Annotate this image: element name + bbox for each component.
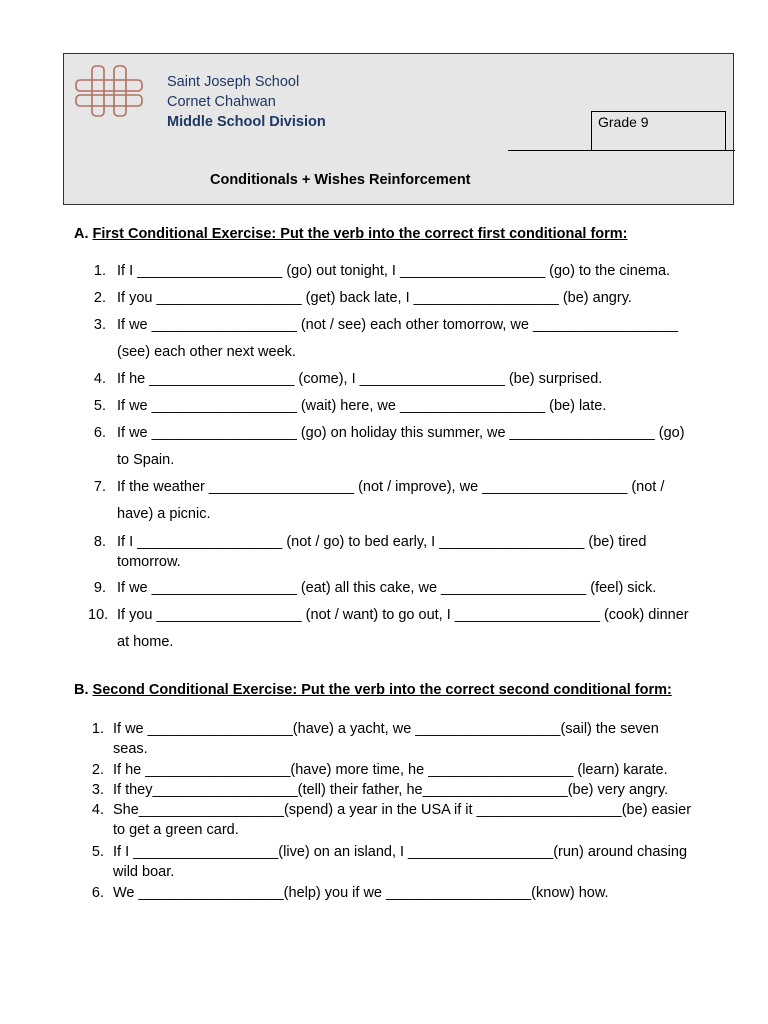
school-logo-icon xyxy=(74,62,146,125)
school-name: Saint Joseph School xyxy=(167,74,300,90)
section-b-letter: B. xyxy=(74,682,89,698)
section-a-letter: A. xyxy=(74,226,89,242)
grade-box: Grade 9 xyxy=(591,111,726,150)
school-location: Cornet Chahwan xyxy=(167,94,276,110)
school-division: Middle School Division xyxy=(167,114,326,130)
section-b-title: Second Conditional Exercise: Put the verb into the correct second conditional form: xyxy=(92,682,672,698)
grade-underline xyxy=(508,150,735,151)
section-a-heading xyxy=(74,226,628,242)
section-b-heading xyxy=(74,682,672,698)
section-a-title: First Conditional Exercise: Put the verb into the correct first conditional form: xyxy=(92,226,628,242)
header-box xyxy=(63,53,734,205)
document-title: Conditionals + Wishes Reinforcement xyxy=(210,172,471,188)
